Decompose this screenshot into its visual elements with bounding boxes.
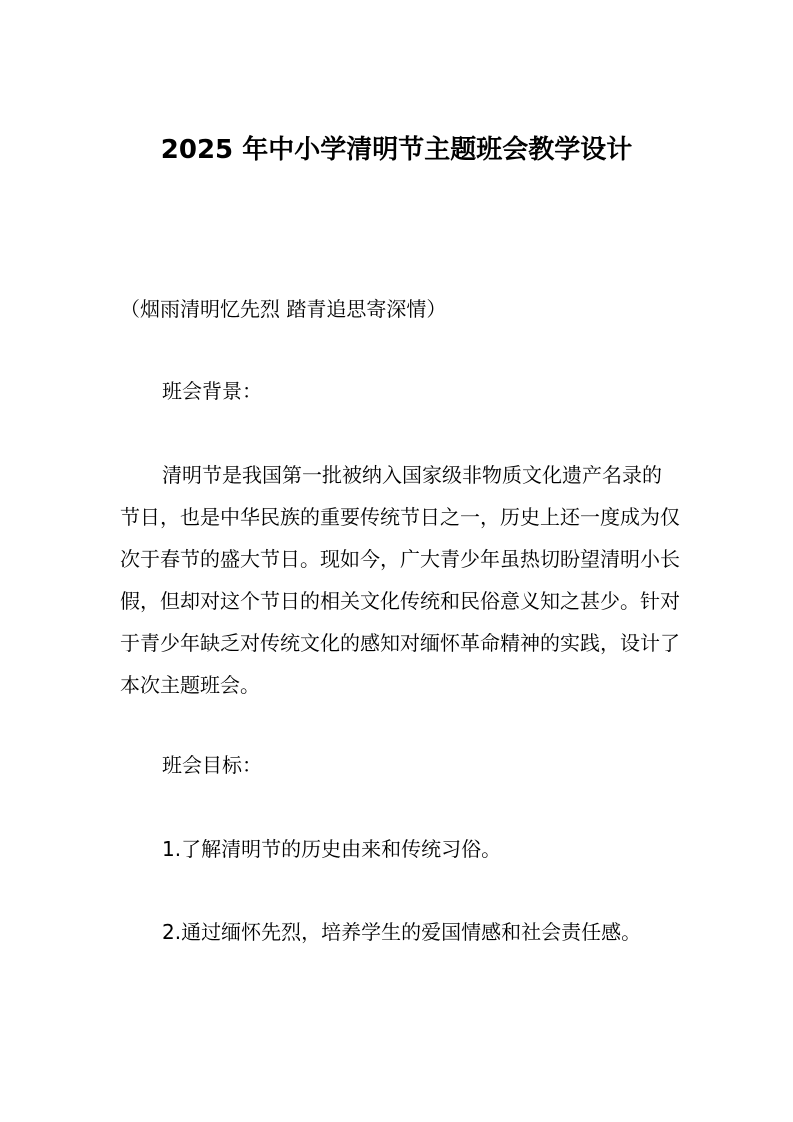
goal-item: 1.了解清明节的历史由来和传统习俗。 xyxy=(162,837,502,861)
goals-heading: 班会目标： xyxy=(162,753,262,777)
document-title: 2025 年中小学清明节主题班会教学设计 xyxy=(160,135,633,165)
document-subtitle: （烟雨清明忆先烈 踏青追思寄深情） xyxy=(120,297,447,321)
goal-item: 2.通过缅怀先烈，培养学生的爱国情感和社会责任感。 xyxy=(162,920,642,944)
background-paragraph: 清明节是我国第一批被纳入国家级非物质文化遗产名录的节日，也是中华民族的重要传统节日之一，历史上还一度成为仅次于春节的盛大节日。现如今，广大青少年虽热切盼望清明小长假，但却对这个节日的相关文化传统和民俗意义知之甚少。针对于青少年缺乏对传统文化的感知对缅怀革命精神的实践，设计了本次主题班会。 xyxy=(120,463,680,697)
background-heading: 班会背景： xyxy=(162,379,262,403)
